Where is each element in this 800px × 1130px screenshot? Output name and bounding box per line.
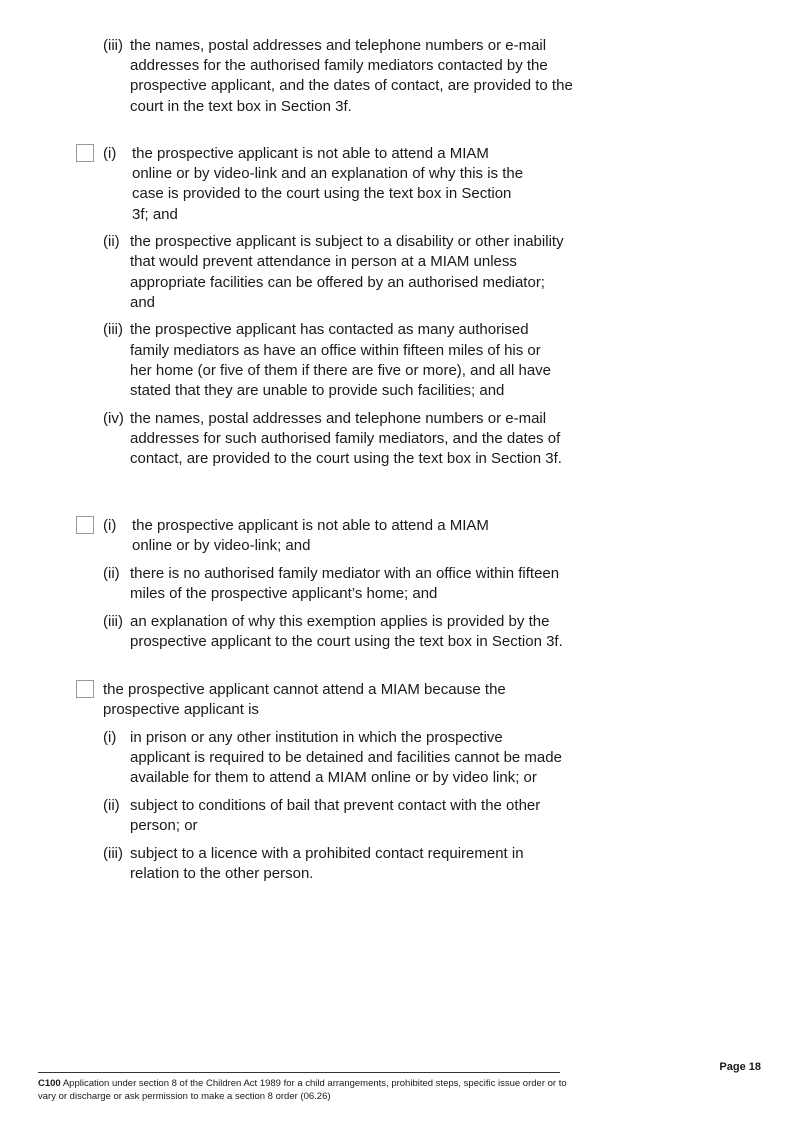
item-number: (ii) bbox=[103, 796, 120, 814]
option-c-checkbox[interactable] bbox=[76, 680, 94, 698]
item-text: subject to a licence with a prohibited contact requirement in relation to the other person. bbox=[130, 844, 524, 882]
option-b-checkbox[interactable] bbox=[76, 516, 94, 534]
item-number: (i) bbox=[103, 728, 117, 746]
list-item bbox=[103, 36, 576, 117]
list-item bbox=[103, 564, 565, 604]
form-title: Application under section 8 of the Children Act 1989 for a child arrangements, prohibited steps, specific issue order or to vary or discharge or ask permission to make a section 8 order (06.26) bbox=[38, 1078, 567, 1102]
item-text: the prospective applicant is subject to a disability or other inability that would prevent attendance in person at a MIAM unless appropriate facilities can be offered by an authorised mediator; and bbox=[130, 233, 564, 311]
item-text: the names, postal addresses and telephone numbers or e-mail addresses for such authorised family mediators, and the dates of contact, are provided to the court using the text box in Section 3f. bbox=[130, 409, 562, 468]
option-a-section bbox=[76, 144, 576, 477]
item-number: (ii) bbox=[103, 233, 120, 251]
item-text: the names, postal addresses and telephone numbers or e-mail addresses for the authorised family mediators contacted by the prospective applicant, and the dates of contact, are provided to the court in the text box in Section 3f. bbox=[130, 37, 573, 115]
list-item bbox=[103, 232, 565, 313]
list-item bbox=[103, 612, 565, 652]
form-code: C100 bbox=[38, 1078, 61, 1089]
item-number: (i) bbox=[103, 517, 117, 534]
list-item bbox=[103, 320, 565, 401]
item-number: (ii) bbox=[103, 564, 120, 582]
footer-divider bbox=[38, 1072, 560, 1073]
item-number: (iii) bbox=[103, 321, 123, 339]
item-number: (iii) bbox=[103, 612, 123, 630]
item-text: the prospective applicant is not able to attend a MIAM online or by video-link; and bbox=[132, 517, 489, 555]
item-text: there is no authorised family mediator with an office within fifteen miles of the prospective applicant’s home; and bbox=[130, 564, 560, 602]
option-c-lead-text: the prospective applicant cannot attend a MIAM because the prospective applicant is bbox=[103, 681, 506, 719]
item-number: (iii) bbox=[103, 37, 123, 54]
intro-section bbox=[76, 36, 576, 124]
option-c-section bbox=[76, 680, 576, 891]
list-item bbox=[103, 409, 565, 470]
page-number: Page 18 bbox=[719, 1061, 761, 1073]
item-text: subject to conditions of bail that prevent contact with the other person; or bbox=[130, 796, 541, 834]
list-item bbox=[103, 728, 565, 789]
list-item bbox=[103, 796, 565, 836]
list-item bbox=[103, 516, 565, 556]
footer-form-description bbox=[38, 1078, 578, 1103]
item-text: the prospective applicant is not able to attend a MIAM online or by video-link and an explanation of why this is the case is provided to the court using the text box in Section 3f; and bbox=[132, 145, 524, 223]
item-text: an explanation of why this exemption applies is provided by the prospective applicant to the court using the text box in Section 3f. bbox=[130, 612, 563, 650]
option-b-section bbox=[76, 516, 576, 659]
option-a-checkbox[interactable] bbox=[76, 144, 94, 162]
item-text: the prospective applicant has contacted as many authorised family mediators as have an office within fifteen miles of his or her home (or five of them if there are five or more), and all have stated that they are unable to provide such facilities; and bbox=[130, 321, 552, 400]
list-item bbox=[103, 844, 565, 884]
item-number: (iii) bbox=[103, 844, 123, 862]
item-text: in prison or any other institution in which the prospective applicant is required to be detained and facilities cannot be made available for them to attend a MIAM online or by video link; or bbox=[130, 728, 562, 787]
item-number: (iv) bbox=[103, 409, 124, 427]
item-number: (i) bbox=[103, 145, 117, 162]
list-item bbox=[103, 144, 565, 225]
